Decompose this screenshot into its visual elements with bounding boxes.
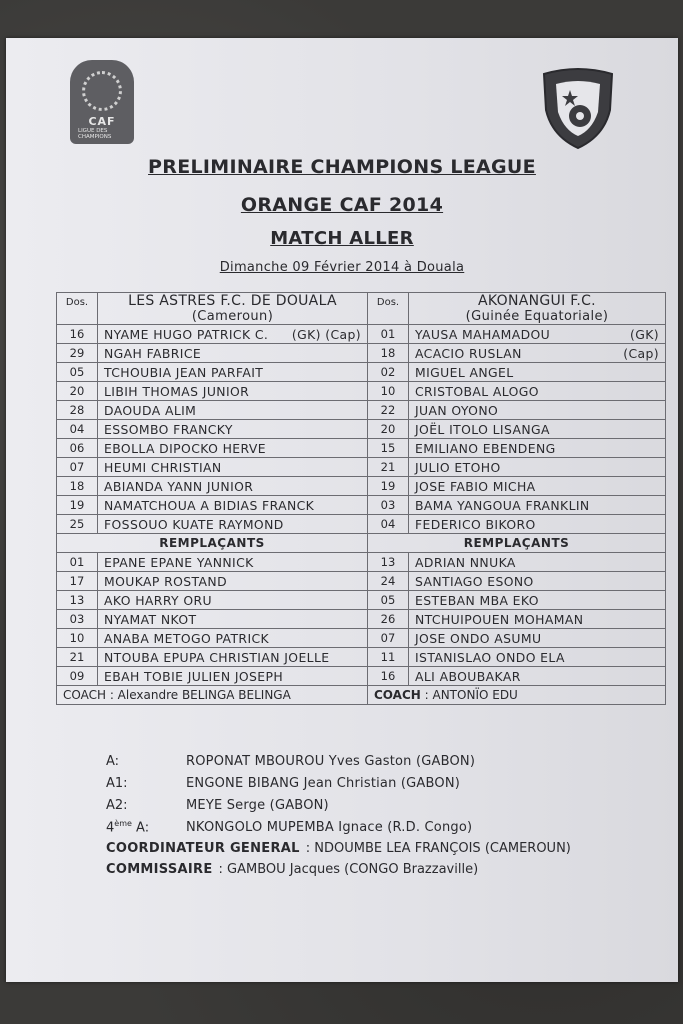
home-shirt-number: 21 xyxy=(57,648,98,667)
substitute-row xyxy=(57,553,666,572)
home-player-cell xyxy=(98,344,368,363)
home-player-cell xyxy=(98,458,368,477)
away-team-name: AKONANGUI F.C. xyxy=(478,293,596,309)
substitute-row xyxy=(57,591,666,610)
substitute-row xyxy=(57,667,666,686)
starter-row xyxy=(57,325,666,344)
away-player-name: EMILIANO EBENDENG xyxy=(415,440,556,456)
table-header-row xyxy=(57,293,666,325)
home-shirt-number: 09 xyxy=(57,667,98,686)
home-player-cell xyxy=(98,325,368,344)
away-player-cell xyxy=(409,629,666,648)
official-assistant-1 xyxy=(106,772,571,794)
dos-header-home: Dos. xyxy=(57,293,98,325)
home-player-cell xyxy=(98,648,368,667)
home-player-name: EBAH TOBIE JULIEN JOSEPH xyxy=(104,668,284,684)
home-player-cell xyxy=(98,591,368,610)
caf-logo-text: CAF xyxy=(88,115,116,128)
dos-header-away: Dos. xyxy=(368,293,409,325)
official-role-sup: ème xyxy=(114,818,132,828)
starter-row xyxy=(57,458,666,477)
home-player-name: EPANE EPANE YANNICK xyxy=(104,554,254,570)
home-shirt-number: 05 xyxy=(57,363,98,382)
away-player-role: (GK) xyxy=(630,326,659,342)
away-shirt-number: 13 xyxy=(368,553,409,572)
away-player-name: YAUSA MAHAMADOU xyxy=(415,326,551,342)
federation-crest-icon xyxy=(540,66,616,150)
commissioner-label: COMMISSAIRE xyxy=(106,862,213,877)
away-shirt-number: 15 xyxy=(368,439,409,458)
away-shirt-number: 10 xyxy=(368,382,409,401)
caf-logo xyxy=(70,60,134,144)
home-shirt-number: 06 xyxy=(57,439,98,458)
away-shirt-number: 02 xyxy=(368,363,409,382)
official-referee xyxy=(106,750,571,772)
away-player-name: ISTANISLAO ONDO ELA xyxy=(415,649,565,665)
home-player-name: HEUMI CHRISTIAN xyxy=(104,459,222,475)
starter-row xyxy=(57,477,666,496)
home-shirt-number: 07 xyxy=(57,458,98,477)
subs-section xyxy=(57,553,666,686)
home-player-cell xyxy=(98,496,368,515)
title-edition: ORANGE CAF 2014 xyxy=(240,194,444,216)
official-commissioner xyxy=(106,859,571,880)
away-player-cell xyxy=(409,439,666,458)
away-coach xyxy=(368,686,666,705)
official-role: A1: xyxy=(106,775,128,791)
home-subs-label: REMPLAÇANTS xyxy=(57,534,368,553)
home-shirt-number: 10 xyxy=(57,629,98,648)
home-player-cell xyxy=(98,401,368,420)
away-coach-name: : ANTONÏO EDU xyxy=(420,688,518,702)
official-name: ROPONAT MBOUROU Yves Gaston (GABON) xyxy=(186,753,476,769)
starter-row xyxy=(57,344,666,363)
title-competition: PRELIMINAIRE CHAMPIONS LEAGUE xyxy=(148,156,536,178)
official-name: NKONGOLO MUPEMBA Ignace (R.D. Congo) xyxy=(186,819,473,835)
away-player-cell xyxy=(409,420,666,439)
starter-row xyxy=(57,401,666,420)
away-shirt-number: 22 xyxy=(368,401,409,420)
home-player-name: NGAH FABRICE xyxy=(104,345,202,361)
away-player-name: ADRIAN NNUKA xyxy=(415,554,516,570)
home-shirt-number: 16 xyxy=(57,325,98,344)
away-player-cell xyxy=(409,591,666,610)
home-shirt-number: 20 xyxy=(57,382,98,401)
away-player-cell xyxy=(409,458,666,477)
substitute-row xyxy=(57,572,666,591)
starter-row xyxy=(57,382,666,401)
home-player-cell xyxy=(98,629,368,648)
team-sheet xyxy=(6,38,678,982)
home-player-line xyxy=(104,327,361,342)
away-shirt-number: 18 xyxy=(368,344,409,363)
away-player-name: JULIO ETOHO xyxy=(415,459,501,475)
away-player-cell xyxy=(409,477,666,496)
home-player-name: AKO HARRY ORU xyxy=(104,592,212,608)
home-shirt-number: 29 xyxy=(57,344,98,363)
away-shirt-number: 03 xyxy=(368,496,409,515)
home-player-cell xyxy=(98,610,368,629)
home-player-cell xyxy=(98,553,368,572)
home-player-name: EBOLLA DIPOCKO HERVE xyxy=(104,440,266,456)
official-role xyxy=(106,819,186,835)
away-player-name: ACACIO RUSLAN xyxy=(415,345,522,361)
home-player-name: NAMATCHOUA A BIDIAS FRANCK xyxy=(104,497,315,513)
home-player-name: ABIANDA YANN JUNIOR xyxy=(104,478,254,494)
away-player-name: CRISTOBAL ALOGO xyxy=(415,383,539,399)
home-player-cell xyxy=(98,382,368,401)
away-player-name: JUAN OYONO xyxy=(415,402,499,418)
away-player-cell xyxy=(409,382,666,401)
home-player-name: NYAME HUGO PATRICK C. xyxy=(104,326,269,342)
starter-row xyxy=(57,515,666,534)
home-player-cell xyxy=(98,477,368,496)
away-player-cell xyxy=(409,401,666,420)
away-shirt-number: 04 xyxy=(368,515,409,534)
away-shirt-number: 26 xyxy=(368,610,409,629)
coordinator-name: : NDOUMBE LEA FRANÇOIS (CAMEROUN) xyxy=(305,841,571,856)
starters-section xyxy=(57,325,666,534)
home-team-name: LES ASTRES F.C. DE DOUALA xyxy=(128,293,337,309)
away-team-header xyxy=(409,293,666,325)
home-player-name: TCHOUBIA JEAN PARFAIT xyxy=(104,364,264,380)
home-player-cell xyxy=(98,515,368,534)
lineup-table xyxy=(56,292,666,705)
away-shirt-number: 20 xyxy=(368,420,409,439)
home-player-cell xyxy=(98,667,368,686)
home-team-header xyxy=(98,293,368,325)
home-player-name: DAOUDA ALIM xyxy=(104,402,197,418)
subs-header-row xyxy=(57,534,666,553)
starter-row xyxy=(57,439,666,458)
home-player-name: ESSOMBO FRANCKY xyxy=(104,421,233,437)
substitute-row xyxy=(57,629,666,648)
away-shirt-number: 05 xyxy=(368,591,409,610)
away-player-cell xyxy=(409,515,666,534)
home-player-cell xyxy=(98,439,368,458)
coach-row xyxy=(57,686,666,705)
substitute-row xyxy=(57,648,666,667)
home-shirt-number: 28 xyxy=(57,401,98,420)
home-shirt-number: 19 xyxy=(57,496,98,515)
match-date: Dimanche 09 Février 2014 à Douala xyxy=(219,260,465,275)
away-player-cell xyxy=(409,648,666,667)
official-assistant-2 xyxy=(106,794,571,816)
home-player-role: (GK) (Cap) xyxy=(291,326,361,342)
home-player-name: ANABA METOGO PATRICK xyxy=(104,630,270,646)
away-player-name: FEDERICO BIKORO xyxy=(415,516,536,532)
home-shirt-number: 18 xyxy=(57,477,98,496)
away-subs-label: REMPLAÇANTS xyxy=(368,534,666,553)
away-player-cell xyxy=(409,572,666,591)
away-player-line xyxy=(415,346,659,361)
home-player-cell xyxy=(98,420,368,439)
home-coach: COACH : Alexandre BELINGA BELINGA xyxy=(57,686,368,705)
home-player-name: NYAMAT NKOT xyxy=(104,611,197,627)
away-shirt-number: 07 xyxy=(368,629,409,648)
coordinator-label: COORDINATEUR GENERAL xyxy=(106,841,300,856)
official-coordinator xyxy=(106,838,571,859)
official-role-suffix: A: xyxy=(131,820,150,836)
commissioner-name: : GAMBOU Jacques (CONGO Brazzaville) xyxy=(218,862,479,877)
home-shirt-number: 01 xyxy=(57,553,98,572)
away-player-name: ESTEBAN MBA EKO xyxy=(415,592,539,608)
away-player-name: JOËL ITOLO LISANGA xyxy=(415,421,550,437)
home-player-cell xyxy=(98,572,368,591)
officials-list xyxy=(106,750,571,880)
official-role: A2: xyxy=(106,797,128,813)
away-player-cell xyxy=(409,610,666,629)
trophy-icon xyxy=(82,71,122,111)
away-player-cell xyxy=(409,325,666,344)
home-shirt-number: 03 xyxy=(57,610,98,629)
home-player-name: NTOUBA EPUPA CHRISTIAN JOELLE xyxy=(104,649,330,665)
official-role: A: xyxy=(106,753,120,769)
home-shirt-number: 25 xyxy=(57,515,98,534)
starter-row xyxy=(57,420,666,439)
home-player-name: MOUKAP ROSTAND xyxy=(104,573,228,589)
away-player-name: MIGUEL ANGEL xyxy=(415,364,514,380)
official-fourth xyxy=(106,816,571,838)
away-player-name: SANTIAGO ESONO xyxy=(415,573,534,589)
away-player-name: JOSE ONDO ASUMU xyxy=(415,630,542,646)
away-team-country: (Guinée Equatoriale) xyxy=(465,309,609,324)
away-player-name: ALI ABOUBAKAR xyxy=(415,668,521,684)
substitute-row xyxy=(57,610,666,629)
home-shirt-number: 17 xyxy=(57,572,98,591)
away-player-cell xyxy=(409,344,666,363)
away-shirt-number: 21 xyxy=(368,458,409,477)
official-name: MEYE Serge (GABON) xyxy=(186,797,329,813)
starter-row xyxy=(57,496,666,515)
home-player-name: FOSSOUO KUATE RAYMOND xyxy=(104,516,284,532)
away-shirt-number: 19 xyxy=(368,477,409,496)
home-team-country: (Cameroun) xyxy=(191,309,274,324)
away-player-name: NTCHUIPOUEN MOHAMAN xyxy=(415,611,584,627)
official-name: ENGONE BIBANG Jean Christian (GABON) xyxy=(186,775,461,791)
away-player-cell xyxy=(409,363,666,382)
home-player-name: LIBIH THOMAS JUNIOR xyxy=(104,383,250,399)
away-player-line xyxy=(415,327,659,342)
away-player-cell xyxy=(409,496,666,515)
away-player-name: JOSE FABIO MICHA xyxy=(415,478,536,494)
home-shirt-number: 13 xyxy=(57,591,98,610)
title-match: MATCH ALLER xyxy=(270,228,414,249)
away-player-role: (Cap) xyxy=(623,345,659,361)
away-player-name: BAMA YANGOUA FRANKLIN xyxy=(415,497,590,513)
away-shirt-number: 24 xyxy=(368,572,409,591)
home-player-cell xyxy=(98,363,368,382)
starter-row xyxy=(57,363,666,382)
away-shirt-number: 11 xyxy=(368,648,409,667)
official-role-number: 4 xyxy=(106,820,115,836)
away-shirt-number: 16 xyxy=(368,667,409,686)
away-player-cell xyxy=(409,553,666,572)
caf-logo-subtext: LIGUE DES CHAMPIONS xyxy=(78,128,112,140)
away-player-cell xyxy=(409,667,666,686)
away-shirt-number: 01 xyxy=(368,325,409,344)
away-coach-label: COACH xyxy=(374,688,421,702)
home-shirt-number: 04 xyxy=(57,420,98,439)
